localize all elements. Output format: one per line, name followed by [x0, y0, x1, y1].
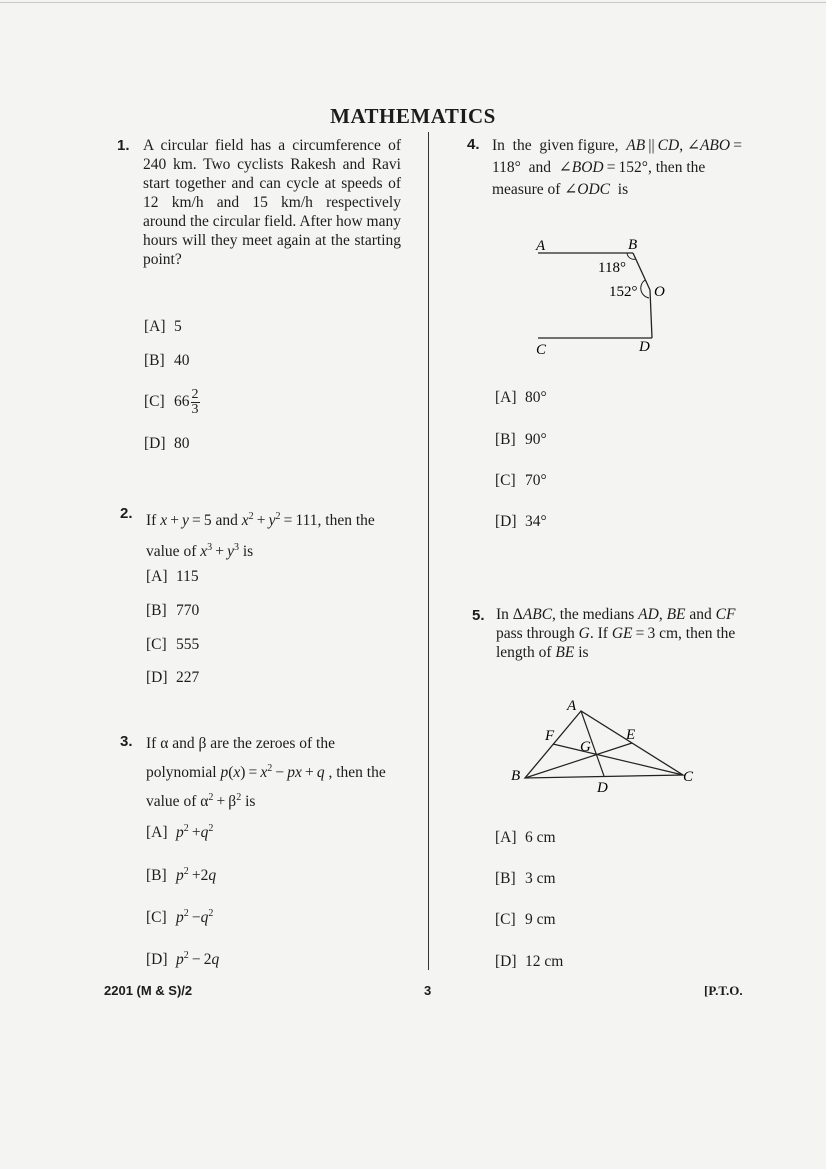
option-value: 5	[174, 318, 182, 335]
question-2-text: If x + y = 5 and $x^2 + y^2 = 111$, then the value of $x^3 + y^3$ is	[146, 511, 375, 561]
option-label: [A]	[146, 568, 168, 585]
q2-option-d[interactable]	[146, 669, 199, 687]
option-label: [A]	[495, 389, 517, 406]
question-5-number: 5.	[472, 607, 485, 624]
q3-option-c[interactable]	[146, 908, 213, 927]
option-label: [D]	[146, 669, 168, 686]
question-3-text: If α and β are the zeroes of the polynomial $p(x) = x^2$ − px + q , then the value of $\alpha^2 + \beta^2$ is	[146, 735, 386, 811]
option-label: [A]	[144, 318, 166, 335]
option-value: 40	[174, 352, 190, 369]
option-label: [B]	[144, 352, 165, 369]
point-d-label: D	[639, 339, 650, 355]
median-cf	[553, 744, 683, 775]
question-1-number: 1.	[117, 137, 130, 154]
point-b-label: B	[511, 768, 521, 784]
triangle-abc	[525, 711, 683, 778]
option-label: [D]	[146, 951, 168, 969]
question-4-text: In the given figure, AB || CD, ∠ABO = 118° and ∠BOD = 152°, then the measure of ∠ODC is	[492, 137, 746, 198]
column-divider	[428, 132, 429, 970]
q4-option-c[interactable]	[495, 472, 547, 490]
median-be	[525, 743, 632, 778]
line-od	[650, 290, 652, 338]
point-f-label: F	[545, 728, 555, 744]
point-a-label: A	[536, 238, 546, 254]
option-value: $p^2 - 2q$	[176, 950, 220, 969]
q4-option-b[interactable]	[495, 431, 547, 449]
option-value: $p^2 +2q$	[176, 866, 217, 885]
option-value: 80	[174, 435, 190, 452]
option-label: [B]	[495, 870, 516, 887]
point-g-label: G	[580, 739, 591, 755]
option-label: [D]	[495, 513, 517, 530]
point-b-label: B	[628, 237, 638, 253]
page-title: MATHEMATICS	[330, 104, 496, 128]
question-5-text: In ΔABC, the medians AD, BE and CF pass through G. If GE = 3 cm, then the length of BE is	[496, 606, 736, 661]
q3-option-d[interactable]	[146, 950, 219, 969]
q5-option-b[interactable]	[495, 870, 556, 888]
option-value: 115	[176, 568, 199, 585]
option-label: [A]	[146, 824, 168, 842]
q5-option-d[interactable]	[495, 953, 563, 971]
option-label: [B]	[495, 431, 516, 448]
option-value: 90°	[525, 431, 547, 448]
angle-arc-o	[641, 280, 649, 298]
mixed-number-whole: 66	[174, 393, 190, 411]
option-label: [B]	[146, 867, 167, 885]
angle-152-label: 152°	[609, 284, 638, 300]
q2-option-b[interactable]	[146, 602, 199, 620]
q3-option-a[interactable]	[146, 823, 213, 842]
option-label: [D]	[144, 435, 166, 452]
point-d-label: D	[597, 780, 608, 796]
point-c-label: C	[536, 342, 547, 357]
question-3-number: 3.	[120, 733, 133, 750]
q3-option-b[interactable]	[146, 866, 216, 885]
pto-note: [P.T.O.	[704, 983, 743, 998]
option-value: 555	[176, 636, 200, 653]
q1-option-b[interactable]	[144, 352, 190, 370]
option-value: 70°	[525, 472, 547, 489]
option-value: $p^2 -q^2$	[176, 908, 214, 927]
q2-option-a[interactable]	[146, 568, 199, 586]
option-label: [C]	[495, 472, 516, 489]
option-label: [C]	[146, 909, 167, 927]
option-value: 34°	[525, 513, 547, 530]
option-value: 770	[176, 602, 200, 619]
option-value: 9 cm	[525, 911, 556, 928]
option-value: 6 cm	[525, 829, 556, 846]
q4-option-d[interactable]	[495, 513, 547, 531]
option-label: [C]	[144, 393, 165, 411]
q1-option-a[interactable]	[144, 318, 182, 336]
parallel-lines-figure	[520, 232, 680, 357]
option-label: [C]	[495, 911, 516, 928]
option-value: $p^2 +q^2$	[176, 823, 214, 842]
option-value: 227	[176, 669, 200, 686]
angle-118-label: 118°	[598, 260, 626, 276]
point-e-label: E	[626, 727, 636, 743]
question-2-number: 2.	[120, 505, 133, 522]
point-o-label: O	[654, 284, 665, 300]
point-c-label: C	[683, 769, 694, 785]
q4-option-a[interactable]	[495, 389, 547, 407]
page-number: 3	[424, 983, 432, 998]
question-4-number: 4.	[467, 136, 480, 153]
point-a-label: A	[567, 698, 577, 714]
q5-option-a[interactable]	[495, 829, 556, 847]
q1-option-d[interactable]	[144, 435, 190, 453]
fraction-denominator: 3	[191, 402, 199, 417]
top-rule	[0, 2, 826, 3]
fraction	[191, 388, 200, 417]
q1-option-c[interactable]	[144, 388, 200, 417]
q2-option-c[interactable]	[146, 636, 199, 654]
option-value: 3 cm	[525, 870, 556, 887]
option-label: [A]	[495, 829, 517, 846]
paper-code: 2201 (M & S)/2	[104, 983, 193, 998]
option-value: 12 cm	[525, 953, 564, 970]
question-1-text: A circular field has a circumference of 240 km. Two cyclists Rakesh and Ravi start together and can cycle at speeds of 12 km/h and 15 km/h respectively around the circular field. After how many hours will they meet again at the starting point?	[143, 137, 401, 268]
q5-option-c[interactable]	[495, 911, 556, 929]
option-label: [C]	[146, 636, 167, 653]
fraction-numerator: 2	[191, 387, 199, 402]
triangle-medians-figure	[505, 693, 705, 798]
option-value: 80°	[525, 389, 547, 406]
option-label: [D]	[495, 953, 517, 970]
option-label: [B]	[146, 602, 167, 619]
